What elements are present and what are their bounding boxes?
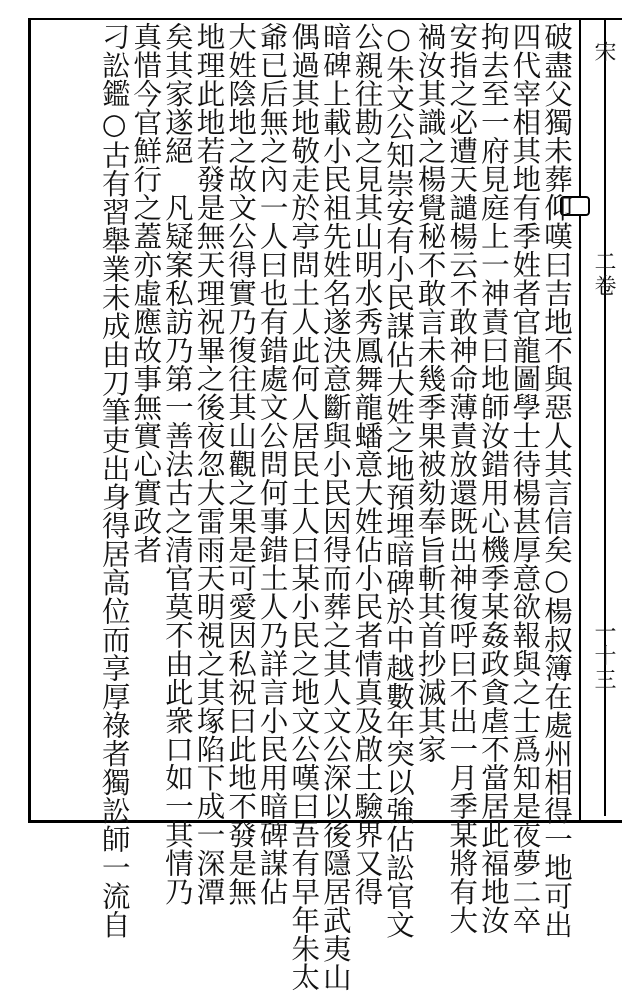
text-column-13: 矣其家遂絕 凡疑案私訪乃第一善法古之清官莫不由此衆口如一其情乃: [160, 22, 194, 906]
margin-mark-chapter: 二卷: [591, 250, 616, 298]
text-column-3: 拘去至一府見庭上一神責曰地師汝錯用心機季某姦政貪虐不當居此福地汝: [476, 22, 510, 934]
text-column-6: ○朱文公知崇安有小民謀佔大姓之地預埋暗碑於中越數年突以強佔訟官文: [382, 22, 416, 939]
text-column-12: 地理此地若發是無天理祝畢之後夜忽大雷雨天明視之其塚陷下成一深潭: [192, 22, 226, 906]
text-column-8: 暗碑上載小民祖先姓名遂決意斷與小民因得而葬之其人文公深以後隱居武夷山: [318, 22, 352, 991]
text-column-4: 安指之必遭天譴楊云不敢神命薄責放還既出神復呼曰不出一月季某將有大: [445, 22, 479, 934]
margin-mark-top: 宋: [591, 40, 616, 64]
text-column-7: 公親往勘之見其山明水秀鳳舞龍蟠意大姓佔小民者情真及啟土驗界又得: [350, 22, 384, 906]
text-column-1: 破盡父獨未葬仰嘆曰吉地不與惡人其言信矣○楊叔簿在處州相得一地可出: [540, 22, 573, 939]
vertical-text-block: [34, 22, 573, 991]
margin-rule: [604, 20, 606, 816]
text-column-5: 禍汝其識之楊覺秘不敢言未幾季果被劾奉旨斬其首抄滅其家: [413, 22, 447, 763]
text-column-10: 爺已后無之內一人曰也有錯處文公問何事錯土人乃詳言小民用暗碑謀佔: [255, 22, 289, 906]
margin-mark-page-number: 一十三: [591, 620, 616, 692]
text-column-11: 大姓陰地之故文公得實乃復往其山觀之果是可愛因私祝曰此地不發是無: [224, 22, 258, 906]
text-column-9: 偶過其地敬走於亭問土人此何人居民土人曰某小民之地文公嘆曰吾有早年朱太: [287, 22, 321, 991]
text-column-14: 真惜今官鮮行之蓋亦虛應故事無實心實政者: [129, 22, 163, 564]
margin-strip: [576, 18, 622, 823]
text-column-15: 刁訟鑑○古有習舉業未成由刀筆吏出身得居高位而享厚祿者獨訟師一流自: [97, 22, 131, 939]
text-column-2: 四代宰相其地有季姓者官龍圖學士待楊甚厚意欲報與之士爲知是夜夢二卒: [508, 22, 542, 934]
